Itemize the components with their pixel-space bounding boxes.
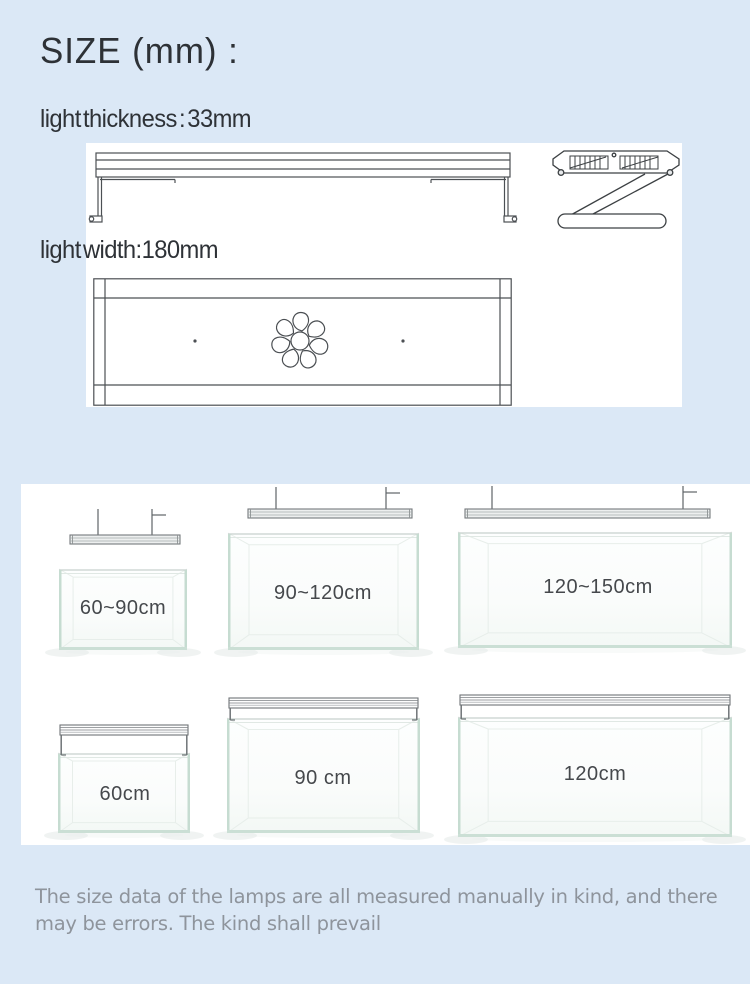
tank-size-label: 120cm: [563, 763, 627, 785]
mounted-lamp-drawing: [460, 695, 730, 719]
tank-drawing: [45, 509, 201, 657]
light-width-label: light width:180mm: [40, 236, 218, 264]
lamp-side-view-drawing: [88, 150, 518, 232]
tank-size-label: 90~120cm: [274, 582, 372, 604]
disclaimer-note: The size data of the lamps are all measured manually in kind, and there may be errors. The kind shall prevail: [35, 885, 718, 935]
tank-size-label: 60cm: [99, 783, 151, 805]
tank-drawing: [214, 487, 433, 657]
tank-size-label: 90 cm: [294, 767, 352, 789]
tank-size-label: 120~150cm: [543, 576, 653, 598]
page-title: SIZE (mm) :: [40, 30, 239, 71]
tank-size-label: 60~90cm: [79, 597, 167, 619]
hanging-lamp-drawing: [465, 486, 710, 518]
tank-drawing: [444, 486, 746, 655]
hanging-lamp-drawing: [248, 487, 412, 518]
tank-illustrations: [21, 484, 750, 845]
mounted-lamp-drawing: [229, 698, 418, 720]
mounted-lamp-drawing: [60, 725, 188, 755]
tank-size-panel: [21, 484, 750, 845]
lamp-top-view-drawing: [93, 278, 512, 406]
light-thickness-label: light thickness : 33mm: [40, 105, 252, 133]
lamp-end-bracket-drawing: [548, 148, 684, 234]
hanging-lamp-drawing: [70, 509, 180, 544]
